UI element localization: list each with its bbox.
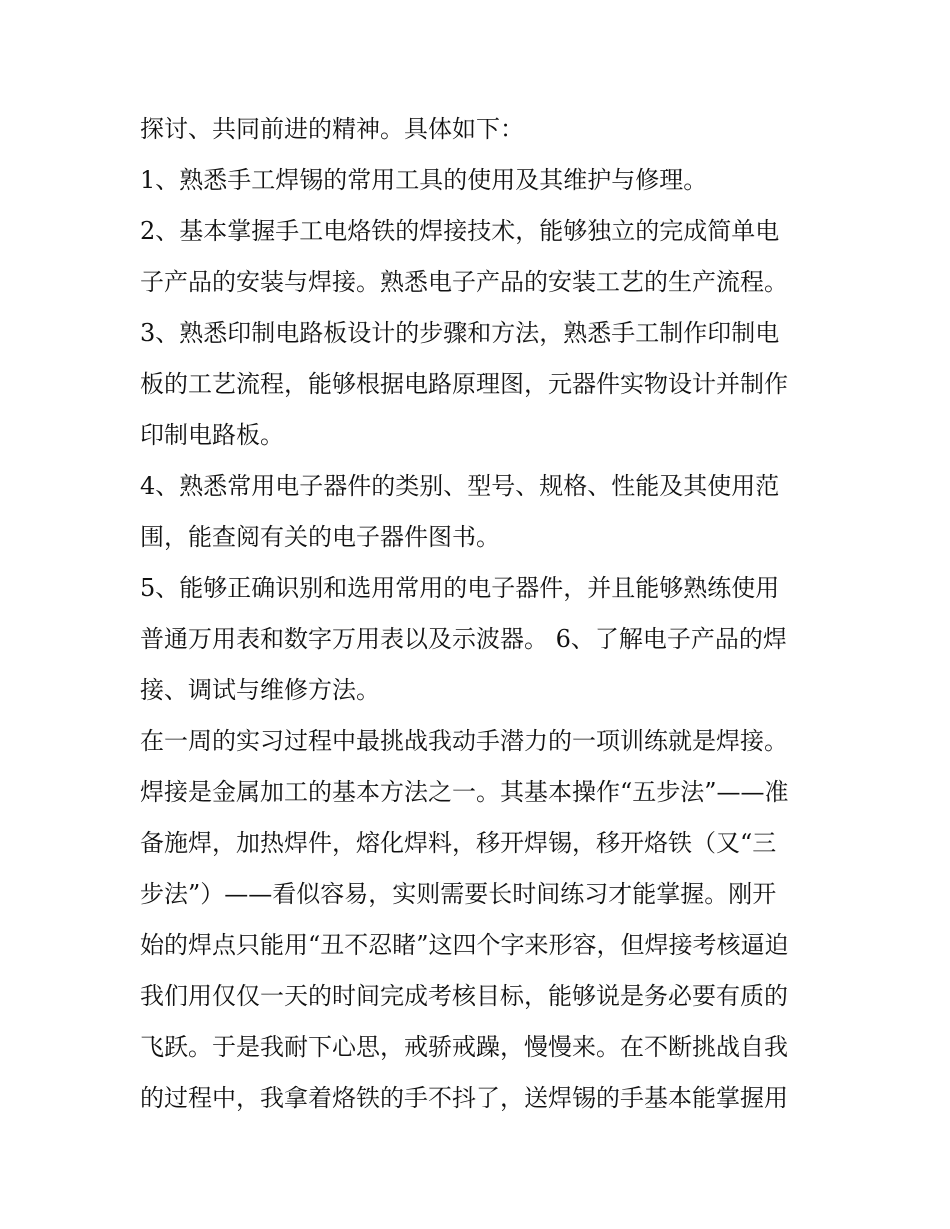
document-body [140,104,820,1124]
text-line: 始的焊点只能用“丑不忍睹”这四个字来形容，但焊接考核逼迫 [140,931,789,959]
text-line: 4、熟悉常用电子器件的类别、型号、规格、性能及其使用范 [140,472,780,500]
text-line: 板的工艺流程，能够根据电路原理图，元器件实物设计并制作 [140,370,788,398]
text-line: 备施焊，加热焊件，熔化焊料，移开焊锡，移开烙铁（又“三 [140,829,777,857]
text-line: 接、调试与维修方法。 [140,676,380,704]
text-line: 探讨、共同前进的精神。具体如下： [140,115,524,143]
text-line: 1、熟悉手工焊锡的常用工具的使用及其维护与修理。 [140,166,708,194]
text-line: 围，能查阅有关的电子器件图书。 [140,523,500,551]
text-line: 我们用仅仅一天的时间完成考核目标，能够说是务必要有质的 [140,982,788,1010]
text-line: 2、基本掌握手工电烙铁的焊接技术，能够独立的完成简单电 [140,217,780,245]
text-line: 子产品的安装与焊接。熟悉电子产品的安装工艺的生产流程。 [140,268,788,296]
text-line: 5、能够正确识别和选用常用的电子器件，并且能够熟练使用 [140,574,780,602]
text-line: 焊接是金属加工的基本方法之一。其基本操作“五步法”——准 [140,778,789,806]
text-line: 印制电路板。 [140,421,284,449]
text-line: 的过程中，我拿着烙铁的手不抖了，送焊锡的手基本能掌握用 [140,1084,788,1112]
text-line: 步法”）——看似容易，实则需要长时间练习才能掌握。刚开 [140,880,777,908]
text-line: 普通万用表和数字万用表以及示波器。 6、了解电子产品的焊 [140,625,787,653]
text-line: 3、熟悉印制电路板设计的步骤和方法，熟悉手工制作印制电 [140,319,780,347]
text-line: 在一周的实习过程中最挑战我动手潜力的一项训练就是焊接。 [140,727,788,755]
text-line: 飞跃。于是我耐下心思，戒骄戒躁，慢慢来。在不断挑战自我 [140,1033,788,1061]
